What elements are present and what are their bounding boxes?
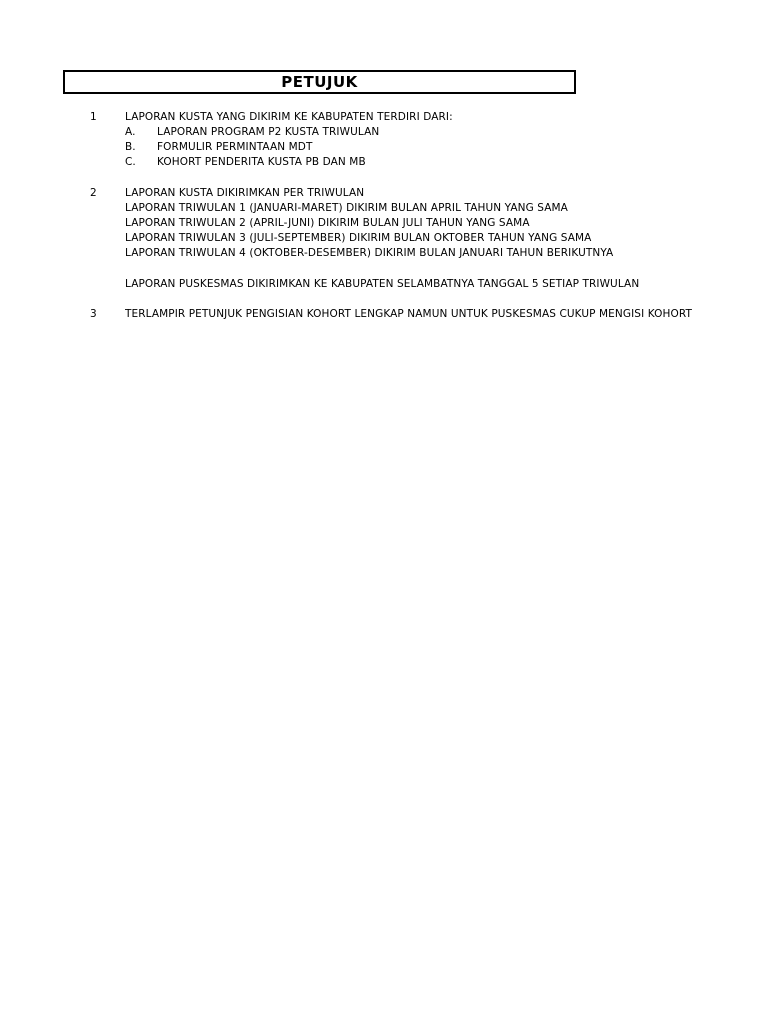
item-c-letter: C. xyxy=(125,156,136,168)
quarter-4-line: LAPORAN TRIWULAN 4 (OKTOBER-DESEMBER) DIKIRIM BULAN JANUARI TAHUN BERIKUTNYA xyxy=(125,247,614,259)
quarter-3-line: LAPORAN TRIWULAN 3 (JULI-SEPTEMBER) DIKIRIM BULAN OKTOBER TAHUN YANG SAMA xyxy=(125,232,592,244)
section-2-number: 2 xyxy=(90,187,97,199)
section-3-text: TERLAMPIR PETUNJUK PENGISIAN KOHORT LENGKAP NAMUN UNTUK PUSKESMAS CUKUP MENGISI KOHORT xyxy=(125,308,692,320)
deadline-note: LAPORAN PUSKESMAS DIKIRIMKAN KE KABUPATEN SELAMBATNYA TANGGAL 5 SETIAP TRIWULAN xyxy=(125,278,640,290)
quarter-2-line: LAPORAN TRIWULAN 2 (APRIL-JUNI) DIKIRIM BULAN JULI TAHUN YANG SAMA xyxy=(125,217,530,229)
title-box xyxy=(63,70,576,94)
section-3-number: 3 xyxy=(90,308,97,320)
section-2-heading: LAPORAN KUSTA DIKIRIMKAN PER TRIWULAN xyxy=(125,187,365,199)
item-b-text: FORMULIR PERMINTAAN MDT xyxy=(157,141,313,153)
item-c-text: KOHORT PENDERITA KUSTA PB DAN MB xyxy=(157,156,366,168)
section-1-heading: LAPORAN KUSTA YANG DIKIRIM KE KABUPATEN TERDIRI DARI: xyxy=(125,111,453,123)
item-a-text: LAPORAN PROGRAM P2 KUSTA TRIWULAN xyxy=(157,126,380,138)
page-title: PETUJUK xyxy=(281,73,358,91)
item-a-letter: A. xyxy=(125,126,136,138)
item-b-letter: B. xyxy=(125,141,136,153)
section-1-number: 1 xyxy=(90,111,97,123)
quarter-1-line: LAPORAN TRIWULAN 1 (JANUARI-MARET) DIKIRIM BULAN APRIL TAHUN YANG SAMA xyxy=(125,202,568,214)
